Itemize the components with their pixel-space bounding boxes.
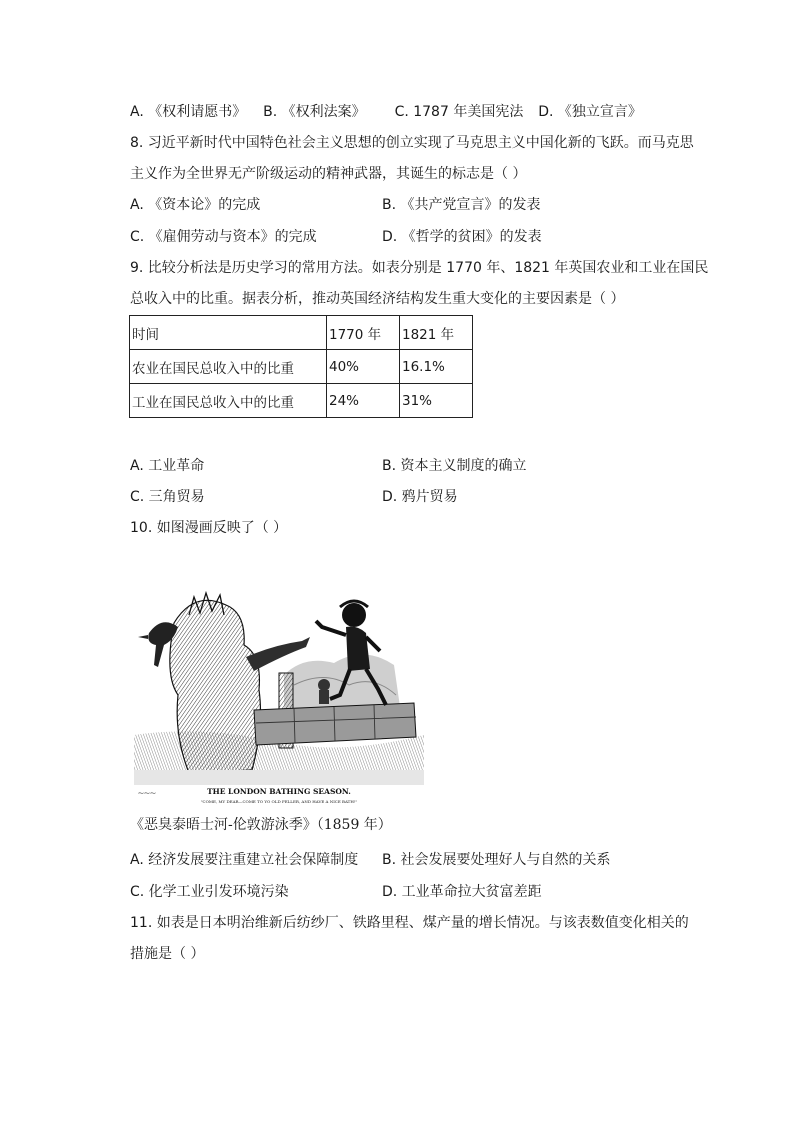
q10-options-row1 bbox=[130, 850, 690, 870]
table-cell: 40% bbox=[327, 350, 400, 384]
q8-options-row2 bbox=[130, 227, 690, 247]
q8-option-a: A. 《资本论》的完成 bbox=[130, 197, 261, 213]
q7-option-c: C. 1787 年美国宪法 bbox=[394, 104, 524, 120]
cartoon-title: THE LONDON BATHING SEASON. bbox=[207, 787, 351, 796]
table-row bbox=[130, 350, 473, 384]
q7-options-row bbox=[130, 102, 642, 122]
q10-stem: 10. 如图漫画反映了（ ） bbox=[130, 520, 288, 536]
q8-options-row1 bbox=[130, 195, 690, 215]
q7-option-a: A. 《权利请愿书》 bbox=[130, 104, 247, 120]
cartoon-subtitle: "COME, MY DEAR—COME TO YO OLD FELLER, AND HAVE A NICE BATH!" bbox=[200, 799, 358, 804]
table-header-cell: 1821 年 bbox=[400, 316, 473, 350]
q10-option-c: C. 化学工业引发环境污染 bbox=[130, 884, 289, 900]
table-header-row bbox=[130, 316, 473, 350]
q9-option-d: D. 鸦片贸易 bbox=[382, 489, 458, 505]
cartoon-caption: 《恶臭泰晤士河-伦敦游泳季》（1859 年） bbox=[130, 817, 392, 833]
q10-option-b: B. 社会发展要处理好人与自然的关系 bbox=[382, 852, 611, 868]
q9-stem-line2: 总收入中的比重。据表分析，推动英国经济结构发生重大变化的主要因素是（ ） bbox=[130, 291, 625, 307]
q7-option-b: B. 《权利法案》 bbox=[263, 104, 366, 120]
q9-data-table bbox=[129, 315, 473, 418]
thames-cartoon-illustration bbox=[134, 585, 424, 807]
q8-option-b: B. 《共产党宣言》的发表 bbox=[382, 197, 541, 213]
table-cell: 24% bbox=[327, 384, 400, 418]
q10-options-row2 bbox=[130, 882, 690, 902]
table-cell: 农业在国民总收入中的比重 bbox=[130, 350, 327, 384]
q8-option-d: D. 《哲学的贫困》的发表 bbox=[382, 229, 542, 245]
q9-options-row1 bbox=[130, 456, 690, 476]
q8-option-c: C. 《雇佣劳动与资本》的完成 bbox=[130, 229, 317, 245]
table-cell: 工业在国民总收入中的比重 bbox=[130, 384, 327, 418]
q9-option-c: C. 三角贸易 bbox=[130, 489, 205, 505]
q9-option-a: A. 工业革命 bbox=[130, 458, 205, 474]
table-cell: 31% bbox=[400, 384, 473, 418]
table-header-cell: 时间 bbox=[130, 316, 327, 350]
q10-option-d: D. 工业革命拉大贫富差距 bbox=[382, 884, 542, 900]
q8-stem-line1: 8. 习近平新时代中国特色社会主义思想的创立实现了马克思主义中国化新的飞跃。而马克思 bbox=[130, 135, 694, 151]
table-row bbox=[130, 384, 473, 418]
table-header-cell: 1770 年 bbox=[327, 316, 400, 350]
q8-stem-line2: 主义作为全世界无产阶级运动的精神武器，其诞生的标志是（ ） bbox=[130, 166, 527, 182]
q7-option-d: D. 《独立宣言》 bbox=[538, 104, 642, 120]
cartoon-signature: ⁓⁓⁓ bbox=[138, 790, 156, 797]
table-cell: 16.1% bbox=[400, 350, 473, 384]
q11-stem-line2: 措施是（ ） bbox=[130, 946, 205, 962]
q9-stem-line1: 9. 比较分析法是历史学习的常用方法。如表分别是 1770 年、1821 年英国农业和工业在国民 bbox=[130, 260, 709, 276]
q9-option-b: B. 资本主义制度的确立 bbox=[382, 458, 527, 474]
q11-stem-line1: 11. 如表是日本明治维新后纺纱厂、铁路里程、煤产量的增长情况。与该表数值变化相关的 bbox=[130, 915, 689, 931]
q9-options-row2 bbox=[130, 487, 690, 507]
q10-option-a: A. 经济发展要注重建立社会保障制度 bbox=[130, 852, 359, 868]
